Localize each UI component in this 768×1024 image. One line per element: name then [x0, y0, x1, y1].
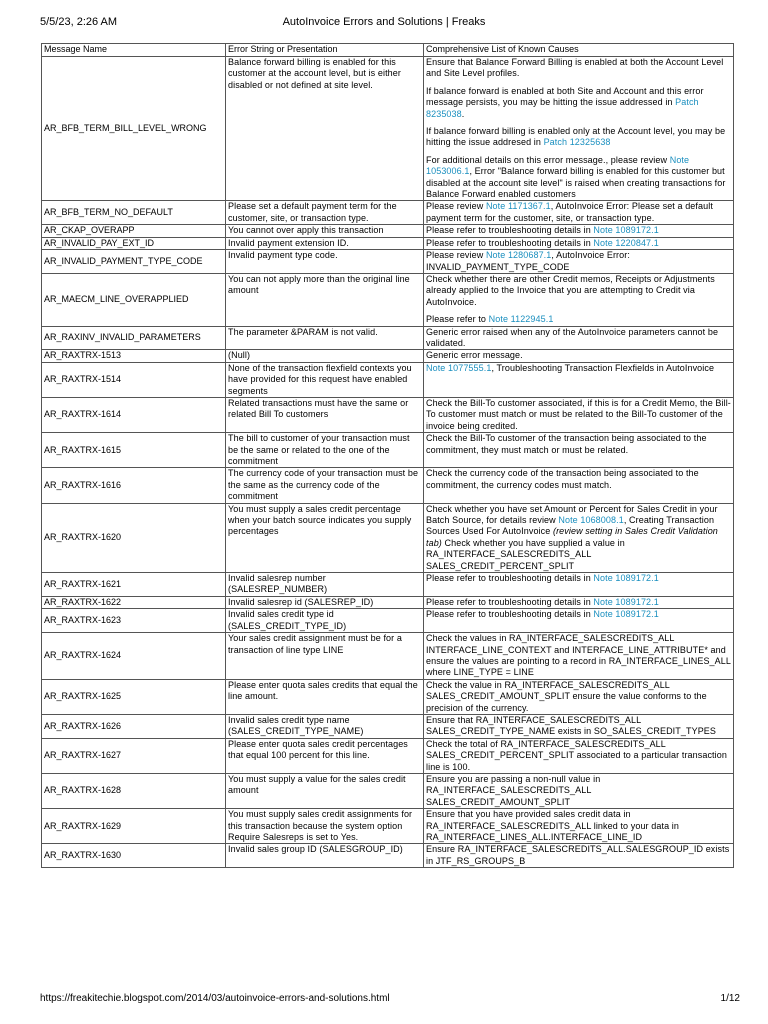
table-row — [42, 773, 734, 808]
message-name-cell: AR_RAXTRX-1620 — [42, 503, 226, 572]
message-name-cell: AR_CKAP_OVERAPP — [42, 225, 226, 237]
cause-text: , AutoInvoice Error: Please set a default payment term for the customer, site, or transaction type. — [426, 201, 713, 223]
table-row — [42, 273, 734, 326]
cause-paragraph — [426, 126, 731, 149]
known-causes-cell — [424, 573, 734, 597]
cause-paragraph — [426, 57, 731, 80]
message-name-cell: AR_RAXTRX-1630 — [42, 844, 226, 868]
note-link[interactable]: Note 1089172.1 — [593, 225, 659, 236]
cause-paragraph — [426, 774, 731, 808]
cause-paragraph — [426, 633, 731, 679]
cause-text: , Error "Balance forward billing is enabled for this customer but disabled at the account site level" is raised when creating transactions for Balance Forward enabled customers — [426, 166, 726, 200]
error-string-cell: Your sales credit assignment must be for a transaction of line type LINE — [226, 633, 424, 680]
note-link[interactable]: Note 1089172.1 — [593, 609, 659, 620]
cause-paragraph — [426, 468, 731, 491]
message-name-cell: AR_RAXTRX-1622 — [42, 596, 226, 608]
known-causes-cell — [424, 273, 734, 326]
table-row — [42, 57, 734, 201]
known-causes-cell — [424, 57, 734, 201]
cause-text: Ensure RA_INTERFACE_SALESCREDITS_ALL.SALESGROUP_ID exists in JTF_RS_GROUPS_B — [426, 844, 730, 866]
message-name-cell: AR_RAXTRX-1625 — [42, 679, 226, 714]
cause-text: Please review — [426, 250, 486, 261]
cause-paragraph — [426, 86, 731, 120]
error-string-cell: You can not apply more than the original line amount — [226, 273, 424, 326]
known-causes-cell — [424, 609, 734, 633]
error-string-cell: The currency code of your transaction must be the same as the currency code of the commitment — [226, 468, 424, 503]
cause-text: Generic error raised when any of the AutoInvoice parameters cannot be validated. — [426, 326, 719, 348]
table-row — [42, 573, 734, 597]
table-row — [42, 237, 734, 249]
known-causes-cell — [424, 326, 734, 350]
table-row — [42, 679, 734, 714]
error-string-cell: The bill to customer of your transaction must be the same or related to the one of the commitment — [226, 433, 424, 468]
message-name-cell: AR_RAXTRX-1616 — [42, 468, 226, 503]
cause-text: Check whether you have supplied a value in RA_INTERFACE_SALESCREDITS_ALL SALES_CREDIT_PERCENT_SPLIT — [426, 537, 625, 571]
known-causes-cell — [424, 201, 734, 225]
message-name-cell: AR_RAXTRX-1624 — [42, 633, 226, 680]
message-name-cell: AR_INVALID_PAY_EXT_ID — [42, 237, 226, 249]
message-name-cell: AR_RAXTRX-1623 — [42, 609, 226, 633]
cause-text: Check whether you have set Amount or Percent for Sales Credit in your Batch Source, for details review — [426, 503, 718, 526]
note-link[interactable]: Note 1280687.1 — [485, 250, 552, 261]
cause-text: Please refer to — [426, 314, 489, 325]
cause-paragraph — [426, 573, 731, 584]
message-name-cell: AR_MAECM_LINE_OVERAPPLIED — [42, 273, 226, 326]
error-string-cell: (Null) — [226, 350, 424, 362]
table-row — [42, 362, 734, 397]
column-header-error-string: Error String or Presentation — [226, 44, 424, 57]
table-row — [42, 326, 734, 350]
table-row — [42, 844, 734, 868]
cause-text: Please refer to troubleshooting details in — [426, 596, 594, 607]
cause-paragraph — [426, 274, 731, 308]
page-url: https://freakitechie.blogspot.com/2014/03/autoinvoice-errors-and-solutions.html — [40, 992, 390, 1004]
error-string-cell: Invalid sales group ID (SALESGROUP_ID) — [226, 844, 424, 868]
cause-paragraph — [426, 201, 731, 224]
column-header-message-name: Message Name — [42, 44, 226, 57]
cause-text: , Troubleshooting Transaction Flexfields in AutoInvoice — [491, 362, 715, 373]
message-name-cell: AR_INVALID_PAYMENT_TYPE_CODE — [42, 250, 226, 274]
cause-text: . — [461, 108, 465, 119]
table-row — [42, 250, 734, 274]
cause-paragraph — [426, 715, 731, 738]
table-row — [42, 738, 734, 773]
cause-paragraph — [426, 609, 731, 620]
cause-text: Ensure that RA_INTERFACE_SALESCREDITS_ALL SALES_CREDIT_TYPE_NAME exists in SO_SALES_CREDIT_TYPES — [426, 714, 716, 737]
note-link[interactable]: Note 1077555.1 — [426, 362, 492, 373]
error-string-cell: Invalid sales credit type id (SALES_CREDIT_TYPE_ID) — [226, 609, 424, 633]
cause-paragraph — [426, 398, 731, 432]
cause-paragraph — [426, 597, 731, 608]
note-link[interactable]: Patch 8235038 — [426, 97, 699, 119]
error-string-cell: Invalid sales credit type name (SALES_CREDIT_TYPE_NAME) — [226, 714, 424, 738]
note-link[interactable]: Note 1089172.1 — [593, 596, 659, 607]
message-name-cell: AR_RAXTRX-1627 — [42, 738, 226, 773]
error-string-cell: You must supply sales credit assignments for this transaction because the system option Require Salesreps is set to Yes. — [226, 809, 424, 844]
error-string-cell: Invalid payment type code. — [226, 250, 424, 274]
cause-text: If balance forward is enabled at both Site and Account and this error message persists, you may be hitting the issue addressed in — [426, 85, 704, 108]
cause-paragraph — [426, 155, 731, 201]
message-name-cell: AR_RAXTRX-1628 — [42, 773, 226, 808]
cause-paragraph — [426, 363, 731, 374]
known-causes-cell — [424, 362, 734, 397]
cause-text: Check the value in RA_INTERFACE_SALESCREDITS_ALL SALES_CREDIT_AMOUNT_SPLIT ensure the value conforms to the precision of the currency. — [426, 679, 707, 713]
error-string-cell: Balance forward billing is enabled for this customer at the account level, but is either disabled or not defined at site level. — [226, 57, 424, 201]
error-string-cell: Related transactions must have the same or related Bill To customers — [226, 397, 424, 432]
page-title: AutoInvoice Errors and Solutions | Freaks — [282, 16, 486, 28]
note-link[interactable]: Note 1122945.1 — [488, 314, 554, 325]
table-row — [42, 397, 734, 432]
note-link[interactable]: Note 1171367.1 — [485, 201, 551, 212]
known-causes-cell — [424, 237, 734, 249]
print-footer — [40, 988, 740, 1008]
cause-text: Ensure that you have provided sales credit data in RA_INTERFACE_SALESCREDITS_ALL linked to your data in RA_INTERFACE_LINES_ALL.INTERFACE_LINE_ID — [426, 809, 679, 842]
known-causes-cell — [424, 225, 734, 237]
note-link[interactable]: Note 1089172.1 — [593, 573, 659, 584]
cause-text: Please refer to troubleshooting details in — [426, 573, 594, 584]
table-body — [42, 57, 734, 868]
cause-text: Please refer to troubleshooting details in — [426, 609, 594, 620]
table-row — [42, 633, 734, 680]
cause-paragraph — [426, 350, 731, 361]
cause-text: Check the total of RA_INTERFACE_SALESCREDITS_ALL SALES_CREDIT_PERCENT_SPLIT associated to a particular transaction line is 100. — [426, 738, 727, 772]
error-string-cell: Please enter quota sales credit percentages that equal 100 percent for this line. — [226, 738, 424, 773]
known-causes-cell — [424, 503, 734, 572]
cause-text: Ensure that Balance Forward Billing is enabled at both the Account Level and Site Level profiles. — [426, 57, 724, 79]
error-string-cell: Please set a default payment term for the customer, site, or transaction type. — [226, 201, 424, 225]
cause-paragraph — [426, 433, 731, 456]
table-row — [42, 809, 734, 844]
table-row — [42, 468, 734, 503]
cause-paragraph — [426, 809, 731, 843]
error-string-cell: Invalid salesrep number (SALESREP_NUMBER) — [226, 573, 424, 597]
known-causes-cell — [424, 596, 734, 608]
table-row — [42, 714, 734, 738]
message-name-cell: AR_RAXTRX-1514 — [42, 362, 226, 397]
message-name-cell: AR_BFB_TERM_BILL_LEVEL_WRONG — [42, 57, 226, 201]
known-causes-cell — [424, 773, 734, 808]
message-name-cell: AR_RAXINV_INVALID_PARAMETERS — [42, 326, 226, 350]
cause-paragraph — [426, 680, 731, 714]
errors-table — [41, 43, 734, 868]
cause-text: Ensure you are passing a non-null value in RA_INTERFACE_SALESCREDITS_ALL SALES_CREDIT_AMOUNT_SPLIT — [426, 773, 601, 807]
cause-paragraph — [426, 250, 731, 273]
cause-text: Please refer to troubleshooting details in — [426, 225, 594, 236]
cause-paragraph — [426, 327, 731, 350]
print-date: 5/5/23, 2:26 AM — [40, 16, 118, 28]
cause-paragraph — [426, 314, 731, 325]
table-row — [42, 350, 734, 362]
message-name-cell: AR_BFB_TERM_NO_DEFAULT — [42, 201, 226, 225]
cause-paragraph — [426, 739, 731, 773]
cause-paragraph — [426, 225, 731, 236]
known-causes-cell — [424, 809, 734, 844]
message-name-cell: AR_RAXTRX-1513 — [42, 350, 226, 362]
cause-paragraph — [426, 504, 731, 572]
page-number: 1/12 — [720, 992, 740, 1004]
known-causes-cell — [424, 633, 734, 680]
message-name-cell: AR_RAXTRX-1614 — [42, 397, 226, 432]
error-string-cell: Invalid payment extension ID. — [226, 237, 424, 249]
table-row — [42, 609, 734, 633]
error-string-cell: You cannot over apply this transaction — [226, 225, 424, 237]
cause-text: Check the Bill-To customer of the transaction being associated to the commitment, they must match or must be related. — [426, 433, 707, 455]
cause-emphasis: (review setting in Sales Credit Validation tab) — [426, 526, 718, 548]
known-causes-cell — [424, 738, 734, 773]
cause-text: Generic error message. — [426, 350, 523, 361]
cause-text: Please refer to troubleshooting details in — [426, 237, 594, 248]
known-causes-cell — [424, 844, 734, 868]
cause-text: Check the values in RA_INTERFACE_SALESCREDITS_ALL INTERFACE_LINE_CONTEXT and INTERFACE_LINE_ATTRIBUTE* and ensure the values are pointing to a record in RA_INTERFACE_LINES_ALL where LINE_TYPE = LINE — [426, 633, 731, 678]
error-string-cell: Please enter quota sales credits that equal the line amount. — [226, 679, 424, 714]
known-causes-cell — [424, 350, 734, 362]
known-causes-cell — [424, 714, 734, 738]
error-string-cell: None of the transaction flexfield contexts you have provided for this request have enabled segments — [226, 362, 424, 397]
print-header — [40, 12, 728, 32]
known-causes-cell — [424, 397, 734, 432]
message-name-cell: AR_RAXTRX-1621 — [42, 573, 226, 597]
note-link[interactable]: Note 1068008.1 — [558, 515, 624, 526]
table-row — [42, 596, 734, 608]
cause-text: If balance forward billing is enabled only at the Account level, you may be hitting the issue addresed in — [426, 126, 726, 148]
known-causes-cell — [424, 250, 734, 274]
error-string-cell: The parameter &PARAM is not valid. — [226, 326, 424, 350]
column-header-known-causes: Comprehensive List of Known Causes — [424, 44, 734, 57]
note-link[interactable]: Patch 12325638 — [543, 137, 611, 148]
cause-text: Please review — [426, 201, 486, 212]
cause-text: For additional details on this error message., please review — [426, 154, 670, 165]
message-name-cell: AR_RAXTRX-1626 — [42, 714, 226, 738]
message-name-cell: AR_RAXTRX-1615 — [42, 433, 226, 468]
message-name-cell: AR_RAXTRX-1629 — [42, 809, 226, 844]
cause-text: , Creating Transaction Sources Used For AutoInvoice — [426, 515, 715, 537]
known-causes-cell — [424, 468, 734, 503]
known-causes-cell — [424, 679, 734, 714]
cause-text: , AutoInvoice Error: INVALID_PAYMENT_TYPE_CODE — [426, 250, 630, 272]
cause-text: Check the Bill-To customer associated, if this is for a Credit Memo, the Bill-To customer must match or must be related to the Bill-To customer of the invoice being credited. — [426, 397, 731, 431]
cause-paragraph — [426, 238, 731, 249]
error-string-cell: Invalid salesrep id (SALESREP_ID) — [226, 596, 424, 608]
table-row — [42, 201, 734, 225]
table-header-row — [42, 44, 734, 57]
table-row — [42, 503, 734, 572]
cause-text: Check whether there are other Credit memos, Receipts or Adjustments already applied to the Invoice that you are attempting to Credit via AutoInvoice. — [426, 273, 715, 307]
error-string-cell: You must supply a sales credit percentage when your batch source indicates you supply percentages — [226, 503, 424, 572]
cause-paragraph — [426, 844, 731, 867]
note-link[interactable]: Note 1053006.1 — [426, 154, 690, 177]
table-row — [42, 433, 734, 468]
known-causes-cell — [424, 433, 734, 468]
note-link[interactable]: Note 1220847.1 — [593, 237, 659, 248]
cause-text: Check the currency code of the transaction being associated to the commitment, the currency codes must match. — [426, 468, 699, 490]
table-row — [42, 225, 734, 237]
error-string-cell: You must supply a value for the sales credit amount — [226, 773, 424, 808]
